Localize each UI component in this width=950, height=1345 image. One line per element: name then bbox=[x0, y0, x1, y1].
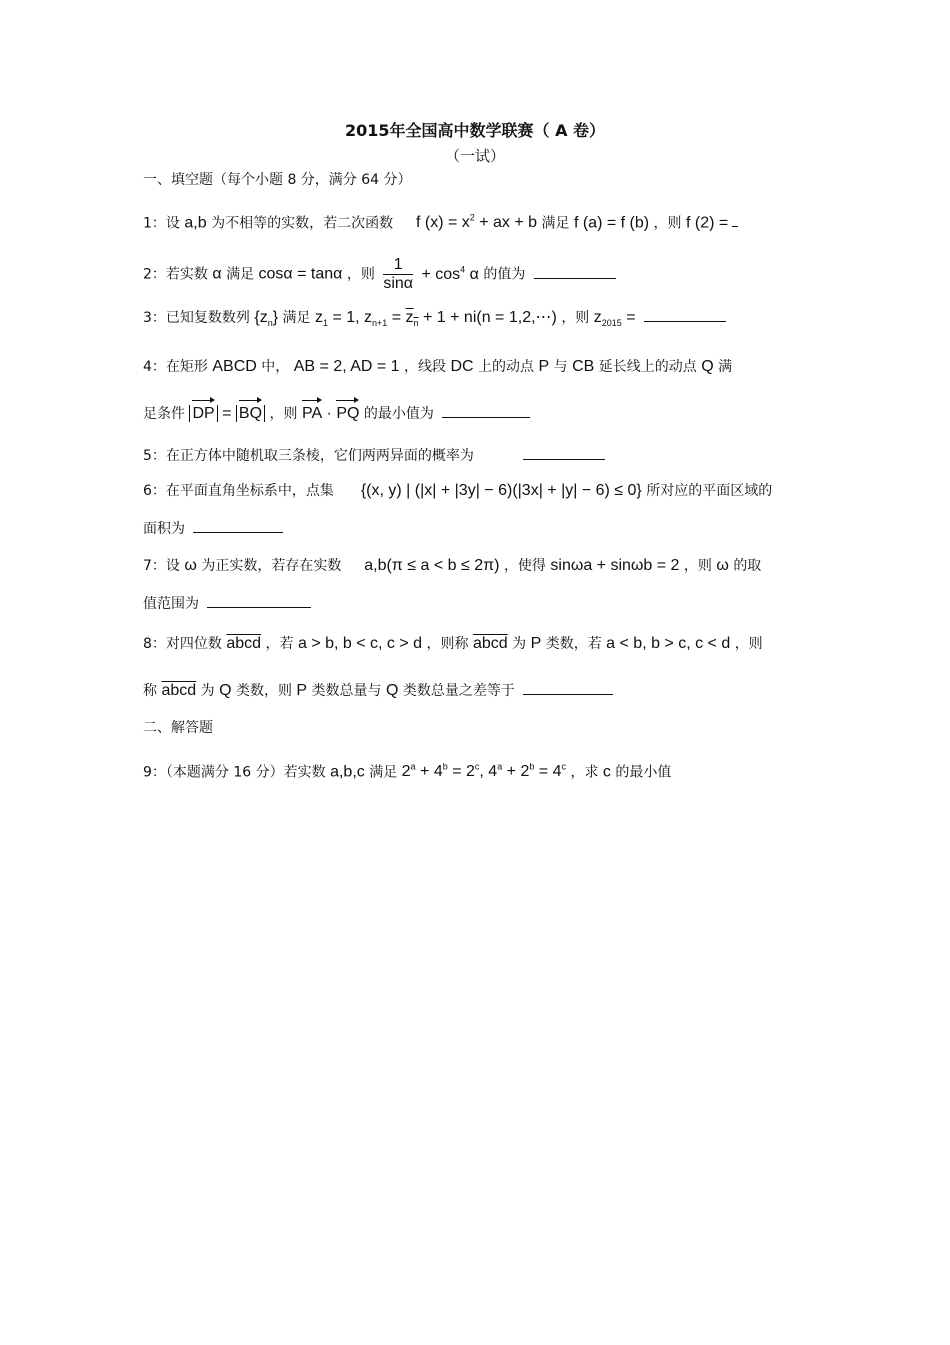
answer-blank-8[interactable] bbox=[523, 680, 613, 695]
section-fill-in-heading: 一、填空题（每个小题 8 分，满分 64 分） bbox=[143, 172, 412, 188]
section-answer-heading: 二、解答题 bbox=[143, 720, 213, 736]
answer-blank-2[interactable] bbox=[534, 264, 616, 279]
question-1: 1：设 a,b 为不相等的实数，若二次函数 f $(x) = x^2$ + ax + b 满足 f (a) = f (b) ，则 f (2) = bbox=[143, 206, 808, 235]
question-2: 2：若实数 α 满足 cosα = tanα ，则 $\frac{1}{\sin\alpha}$ + $\cos^4 \alpha$ 的值为 bbox=[143, 256, 808, 293]
question-7-continued: 值范围为 bbox=[143, 592, 808, 616]
question-7: 7：设 ω 为正实数，若存在实数 a,b(π ≤ a < b ≤ 2π) ，使得 sinωa + sinωb = 2 ，则 ω 的取 bbox=[143, 557, 762, 574]
question-9: 9：（本题满分 16 分）若实数 a,b,c 满足 $2^a + 4^b = 2^c$, $4^a + 2^b = 4^c$ ，求 c 的最小值 bbox=[143, 762, 672, 781]
question-5: 5：在正方体中随机取三条棱，它们两两异面的概率为 bbox=[143, 444, 808, 468]
exam-title: 2015年全国高中数学联赛（ A 卷） bbox=[344, 121, 606, 140]
exam-subtitle: （一试） bbox=[444, 147, 505, 165]
question-4: 4：在矩形 ABCD 中， AB = 2, AD = 1 ，线段 DC 上的动点 P 与 CB 延长线上的动点 Q 满 bbox=[143, 358, 733, 375]
question-8: 8：对四位数 abcd ，若 a > b, b < c, c > d ，则称 abcd 为 P 类数，若 a < b, b > c, c < d ，则 bbox=[143, 635, 763, 652]
answer-blank-4[interactable] bbox=[442, 403, 530, 418]
answer-blank-6[interactable] bbox=[193, 518, 283, 533]
question-6: 6：在平面直角坐标系中，点集 {(x, y) | (|x| + |3y| − 6)(|3x| + |y| − 6) ≤ 0} 所对应的平面区域的 bbox=[143, 482, 773, 499]
question-6-continued: 面积为 bbox=[143, 517, 808, 541]
question-8-continued: 称 abcd 为 Q 类数，则 P 类数总量与 Q 类数总量之差等于 bbox=[143, 679, 808, 703]
answer-blank-7[interactable] bbox=[207, 593, 311, 608]
answer-blank-5[interactable] bbox=[523, 445, 605, 460]
question-4-continued: 足条件 DP = BQ ，则 PA · PQ 的最小值为 bbox=[143, 402, 808, 426]
answer-blank-3[interactable] bbox=[644, 307, 726, 322]
question-3: 3：已知复数数列 $\{z_n\}$ 满足 $z_1 = 1$, $z_{n+1} = z_n + 1 + ni(n$ = 1,2,⋯) ，则 $z_{2015}$ = bbox=[143, 306, 808, 335]
answer-blank-1[interactable] bbox=[732, 212, 738, 227]
